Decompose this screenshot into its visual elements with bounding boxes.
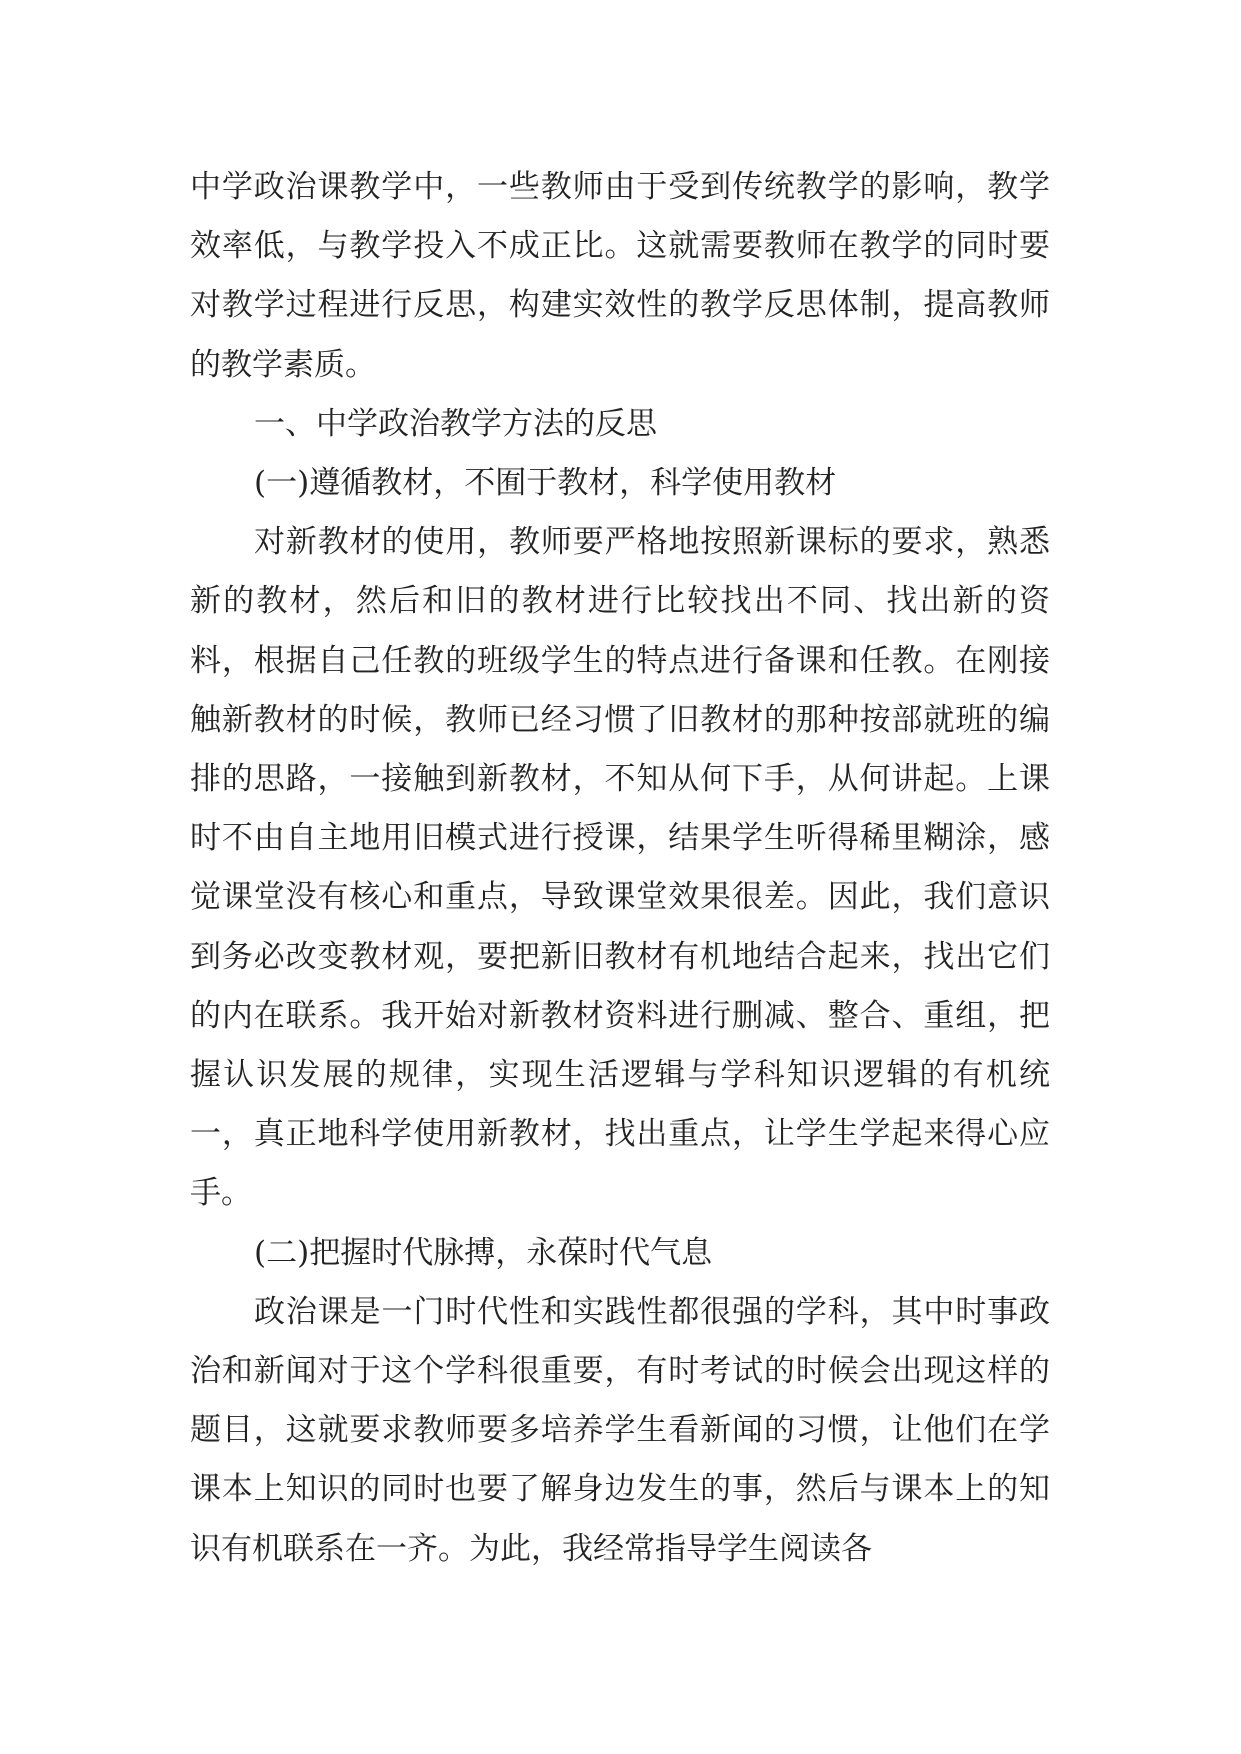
paragraph-intro: 中学政治课教学中，一些教师由于受到传统教学的影响，教学效率低，与教学投入不成正比。这就需要教师在教学的同时要对教学过程进行反思，构建实效性的教学反思体制，提高教师的教学素质。 (190, 169, 1050, 383)
paragraph-current-affairs: 政治课是一门时代性和实践性都很强的学科，其中时事政治和新闻对于这个学科很重要，有时考试的时候会出现这样的题目，这就要求教师要多培养学生看新闻的习惯，让他们在学课本上知识的同时也要了解身边发生的事，然后与课本上的知识有机联系在一齐。为此，我经常指导学生阅读各 (190, 1293, 1050, 1567)
subsection-heading-2: (二)把握时代脉搏，永葆时代气息 (254, 1234, 713, 1271)
document-body (190, 158, 1050, 1579)
section-heading-1: 一、中学政治教学方法的反思 (254, 405, 657, 442)
paragraph-textbook-usage: 对新教材的使用，教师要严格地按照新课标的要求，熟悉新的教材，然后和旧的教材进行比较找出不同、找出新的资料，根据自己任教的班级学生的特点进行备课和任教。在刚接触新教材的时候，教师已经习惯了旧教材的那种按部就班的编排的思路，一接触到新教材，不知从何下手，从何讲起。上课时不由自主地用旧模式进行授课，结果学生听得稀里糊涂，感觉课堂没有核心和重点，导致课堂效果很差。因此，我们意识到务必改变教材观，要把新旧教材有机地结合起来，找出它们的内在联系。我开始对新教材资料进行删减、整合、重组，把握认识发展的规律，实现生活逻辑与学科知识逻辑的有机统一，真正地科学使用新教材，找出重点，让学生学起来得心应手。 (190, 524, 1050, 1212)
subsection-heading-1: (一)遵循教材，不囿于教材，科学使用教材 (254, 465, 837, 502)
